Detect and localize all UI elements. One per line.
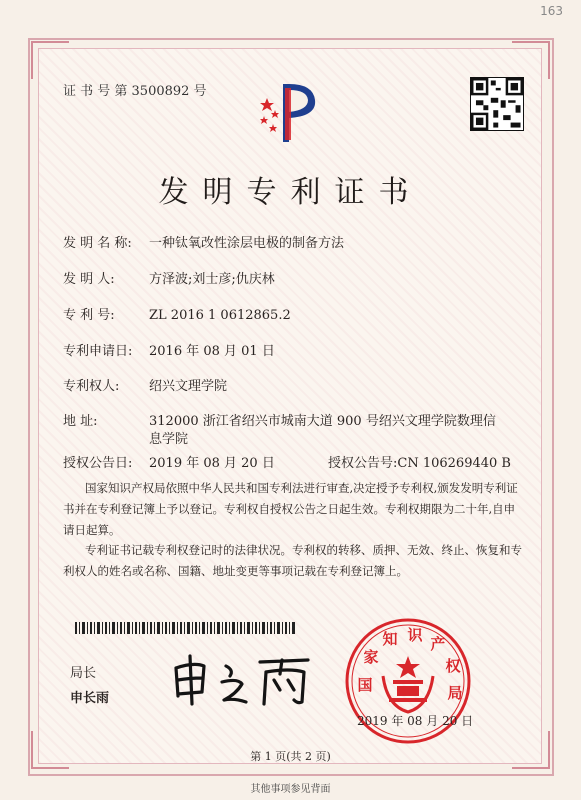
invention-name-label: 发 明 名 称: <box>63 236 132 251</box>
corner-ornament <box>512 41 550 79</box>
publication-number: CN 106269440 B <box>397 456 511 471</box>
corner-ornament <box>31 41 69 79</box>
filing-date-label: 专利申请日: <box>63 344 133 359</box>
handwritten-note: 163 <box>540 4 563 18</box>
seal-date: 2019 年 08 月 20 日 <box>357 714 474 728</box>
address-line-1: 312000 浙江省绍兴市城南大道 900 号绍兴文理学院数理信 <box>149 414 496 429</box>
grant-date-label: 授权公告日: <box>63 456 133 471</box>
svg-text:产: 产 <box>430 635 446 653</box>
grant-statement: 国家知识产权局依照中华人民共和国专利法进行审查,决定授予专利权,颁发发明专利证书并在专利登记簿上予以登记。专利权自授权公告之日起生效。专利权期限为二十年,自申请日起算。 <box>63 481 518 537</box>
document-title: 发明专利证书 <box>158 175 423 210</box>
patent-number-label: 专 利 号: <box>63 308 115 323</box>
inventors: 方泽波;刘士彦;仇庆林 <box>149 272 275 287</box>
barcode-icon <box>75 622 295 634</box>
inventor-row <box>63 270 275 290</box>
publication-number-label: 授权公告号: <box>328 456 398 471</box>
address-row <box>63 412 496 432</box>
certificate-number: 证 书 号 第 3500892 号 <box>63 84 207 99</box>
footer-note: 其他事项参见背面 <box>250 784 331 795</box>
invention-name: 一种钛氧改性涂层电极的制备方法 <box>149 236 345 251</box>
patentee-row <box>63 377 227 397</box>
signature-icon <box>168 648 318 708</box>
patentee-label: 专利权人: <box>63 379 120 394</box>
address-line-2: 息学院 <box>149 432 189 447</box>
inventor-label: 发 明 人: <box>63 272 115 287</box>
filing-date-row <box>63 342 275 362</box>
invention-name-row <box>63 234 344 254</box>
svg-text:知: 知 <box>382 630 398 648</box>
svg-text:识: 识 <box>407 626 423 644</box>
filing-date: 2016 年 08 月 01 日 <box>149 344 275 359</box>
grant-row <box>63 452 533 471</box>
patent-number-row <box>63 306 291 326</box>
address-label: 地 址: <box>63 414 98 429</box>
page-number: 第 1 页(共 2 页) <box>250 750 331 763</box>
patent-number: ZL 2016 1 0612865.2 <box>149 308 291 323</box>
grant-date: 2019 年 08 月 20 日 <box>149 456 275 471</box>
cnipa-logo-icon <box>255 78 325 150</box>
director-title: 局长 <box>70 666 97 681</box>
qr-code-icon <box>470 77 524 131</box>
legal-status-statement: 专利证书记载专利权登记时的法律状况。专利权的转移、质押、无效、终止、恢复和专利权人的姓名或名称、国籍、地址变更等事项记载在专利登记簿上。 <box>63 543 522 578</box>
director-name: 申长雨 <box>70 691 110 706</box>
svg-text:国: 国 <box>357 676 373 694</box>
svg-text:家: 家 <box>363 648 379 666</box>
patentee: 绍兴文理学院 <box>149 379 228 394</box>
svg-text:权: 权 <box>445 657 461 675</box>
svg-text:局: 局 <box>447 684 463 702</box>
